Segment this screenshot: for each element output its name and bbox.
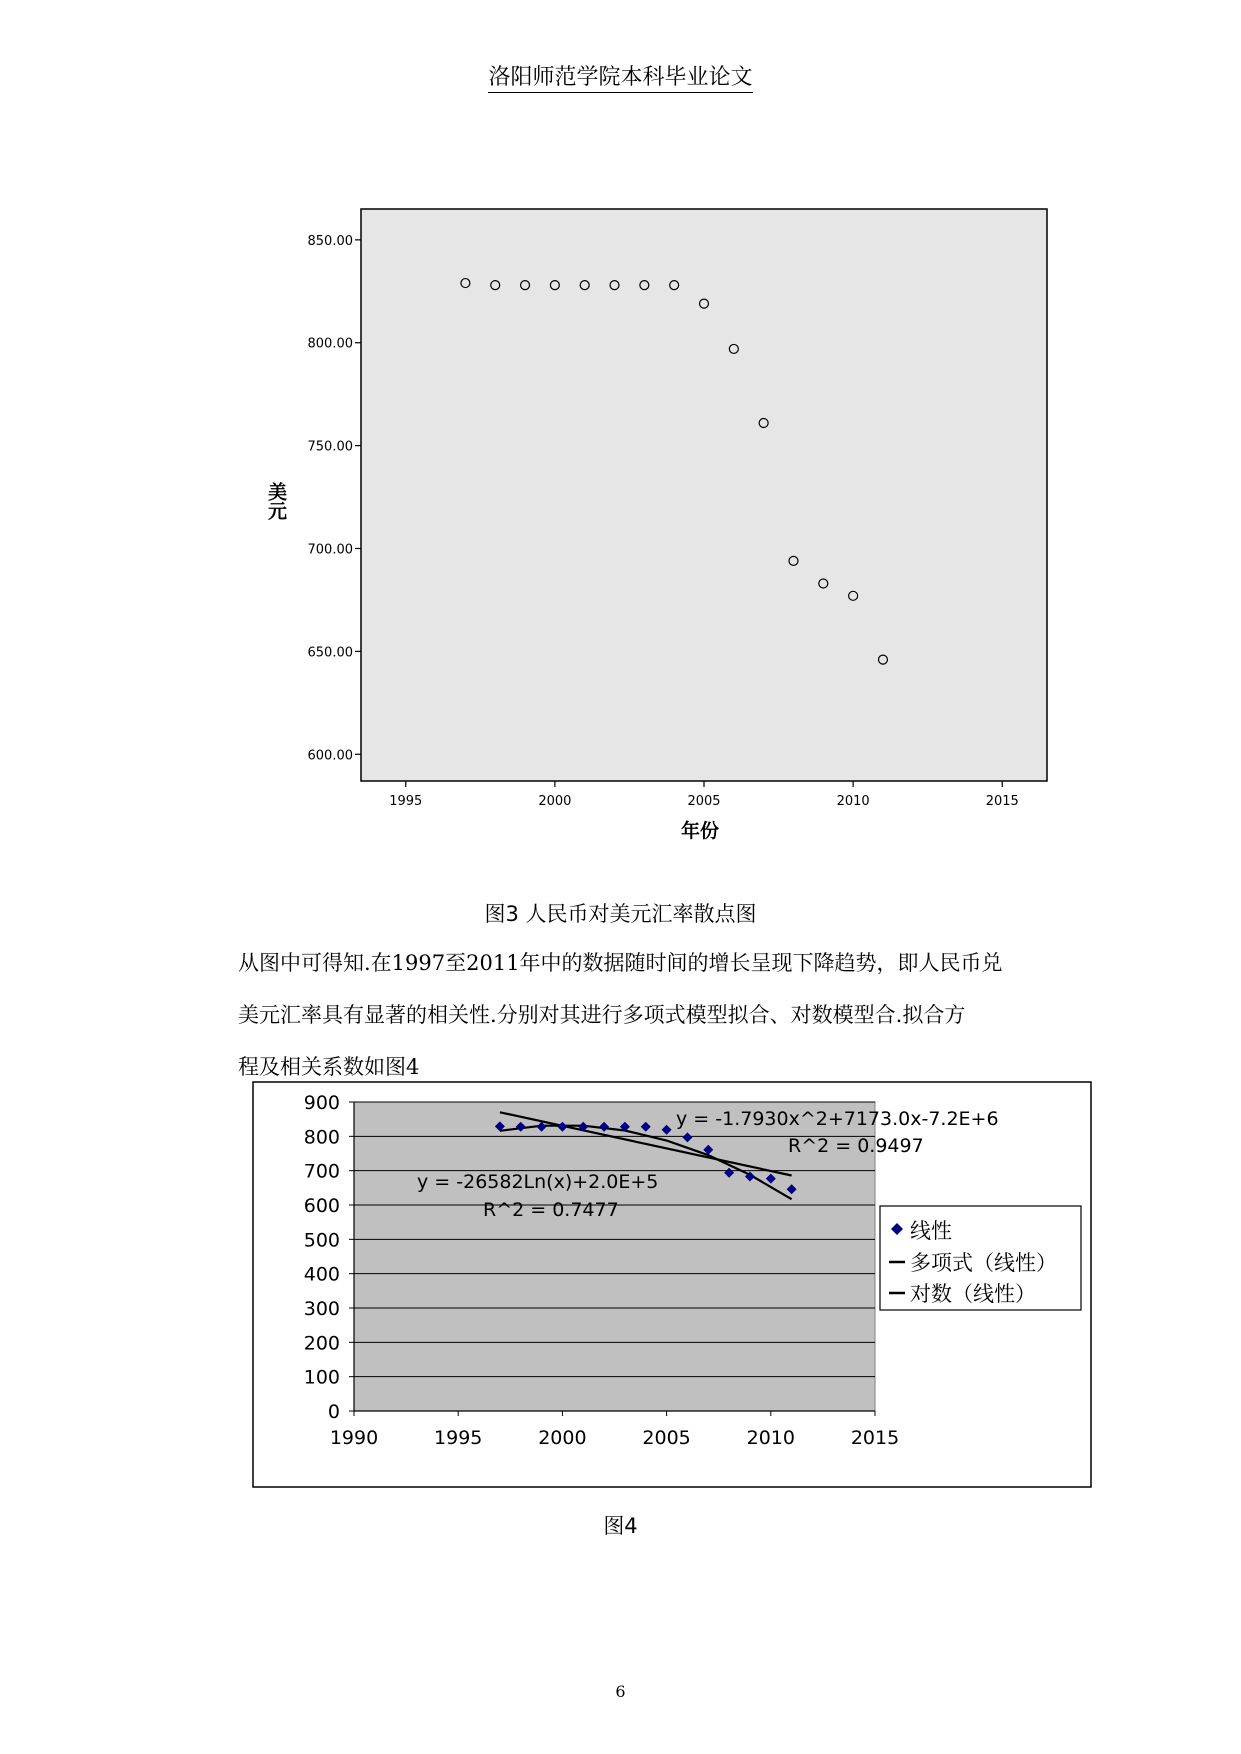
paragraph-line: 美元汇率具有显著的相关性.分别对其进行多项式模型拟合、对数模型合.拟合方 [238,1003,966,1027]
page-header [0,60,1241,91]
fig4-poly-r2: R^2 = 0.9497 [788,1135,924,1157]
figure-3-caption: 图3 人民币对美元汇率散点图 [484,902,757,926]
figure-4-trendline-chart [252,1081,1094,1491]
page-number: 6 [615,1682,626,1701]
fig3-plot-area [361,209,1047,781]
fig4-y-tick-label: 600 [303,1195,340,1217]
fig4-y-tick-label: 800 [303,1126,340,1149]
fig3-x-tick-label: 2015 [985,794,1019,809]
fig3-x-tick-label: 2005 [687,794,721,809]
fig4-log-equation: y = -26582Ln(x)+2.0E+5 [417,1171,659,1193]
legend-label-poly: 多项式（线性） [910,1251,1057,1275]
fig4-log-r2: R^2 = 0.7477 [483,1199,619,1221]
fig4-y-tick-label: 300 [303,1298,340,1320]
figure-3-scatter-chart [230,195,1150,855]
fig4-x-tick-label: 2000 [538,1427,587,1449]
fig4-poly-equation: y = -1.7930x^2+7173.0x-7.2E+6 [676,1108,999,1130]
page-header-text: 洛阳师范学院本科毕业论文 [488,65,752,93]
fig4-x-tick-label: 2015 [850,1427,900,1449]
fig4-y-tick-label: 200 [303,1332,340,1355]
fig3-x-axis-label: 年份 [680,820,720,842]
fig4-y-tick-label: 700 [303,1160,340,1183]
body-paragraph [238,937,1118,1093]
fig3-y-tick-label: 600.00 [307,748,353,764]
fig3-x-tick-label: 2010 [836,794,870,809]
fig4-y-tick-label: 100 [303,1366,340,1389]
fig3-y-tick-label: 650.00 [307,645,353,661]
fig3-x-tick-label: 1995 [389,794,423,809]
fig4-y-tick-label: 400 [303,1263,340,1286]
fig3-x-tick-label: 2000 [538,794,572,809]
fig3-y-tick-label: 800.00 [307,336,353,352]
fig4-y-tick-label: 500 [303,1229,340,1252]
fig3-y-tick-label: 850.00 [307,233,353,249]
fig3-y-tick-label: 700.00 [307,542,353,558]
paragraph-line: 程及相关系数如图4 [238,1055,420,1079]
legend-label-linear: 线性 [910,1219,952,1243]
paragraph-line: 从图中可得知.在1997至2011年中的数据随时间的增长呈现下降趋势，即人民币兑 [238,951,1003,975]
fig4-x-tick-label: 2010 [746,1427,795,1449]
fig4-x-tick-label: 1995 [434,1427,483,1449]
fig4-x-tick-label: 1990 [329,1427,379,1449]
fig3-y-axis-label: 美元 [265,482,287,520]
figure-4-caption: 图4 [603,1514,638,1538]
fig3-y-tick-label: 750.00 [307,439,353,455]
fig4-legend [880,1206,1081,1310]
fig4-y-tick-label: 0 [327,1401,340,1423]
fig4-y-tick-label: 900 [303,1092,340,1114]
fig4-x-tick-label: 2005 [642,1427,691,1449]
legend-label-log: 对数（线性） [910,1282,1036,1306]
